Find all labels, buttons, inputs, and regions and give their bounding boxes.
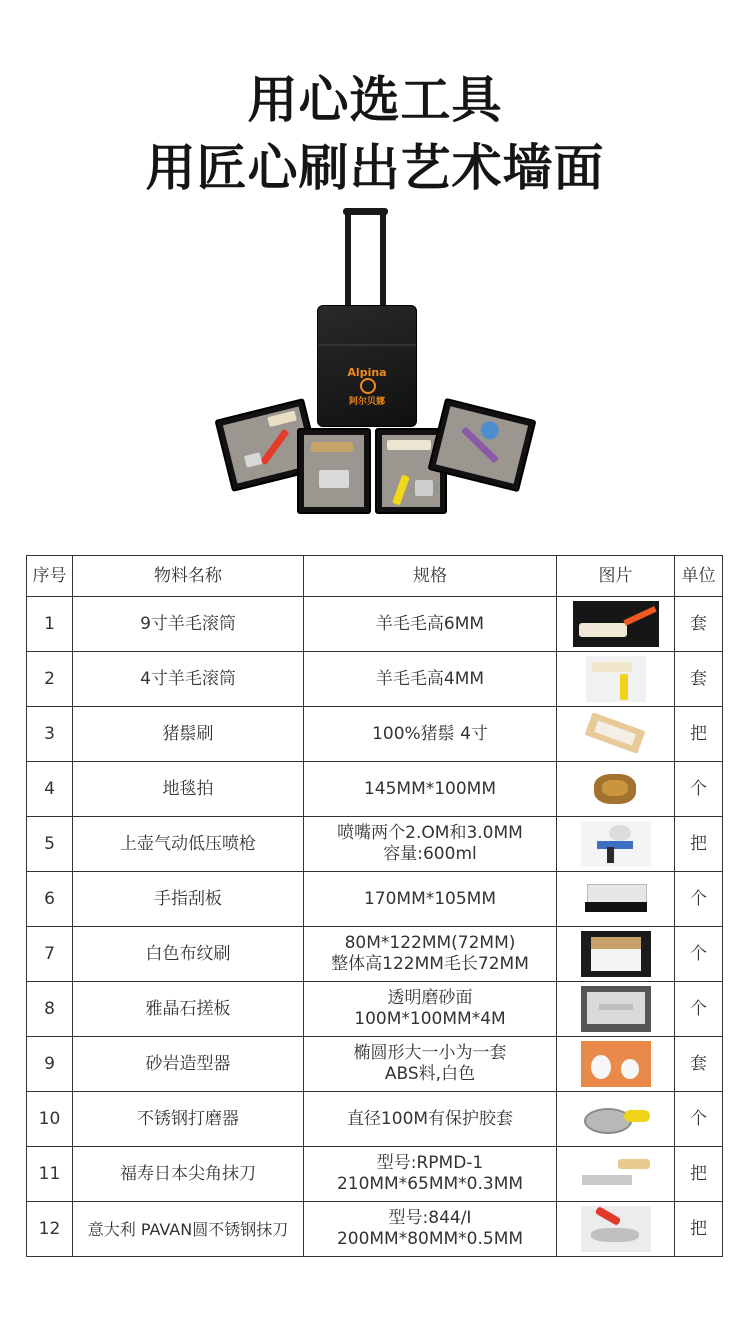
table-row — [27, 982, 723, 1037]
row-spec — [304, 652, 557, 707]
table-row — [27, 1147, 723, 1202]
row-spec — [304, 1202, 557, 1257]
table-row — [27, 872, 723, 927]
row-name: 猪鬃刷 — [73, 707, 304, 762]
row-spec — [304, 597, 557, 652]
row-image-cell — [557, 927, 675, 982]
table-row — [27, 707, 723, 762]
row-unit: 个 — [675, 927, 723, 982]
sandstone-shaper-image — [581, 1041, 651, 1087]
case-handle-left — [345, 210, 351, 310]
row-name: 9寸羊毛滚筒 — [73, 597, 304, 652]
tray-2 — [297, 428, 371, 514]
row-index: 11 — [27, 1147, 73, 1202]
row-spec-line1: 椭圆形大一小为一套 — [353, 1043, 507, 1063]
row-spec-line1: 170MM*105MM — [363, 888, 497, 909]
row-unit: 套 — [675, 1037, 723, 1092]
row-unit: 把 — [675, 817, 723, 872]
row-spec — [304, 707, 557, 762]
row-spec-line1: 透明磨砂面 — [387, 988, 473, 1008]
row-spec — [304, 1092, 557, 1147]
row-image-cell — [557, 982, 675, 1037]
row-name: 上壶气动低压喷枪 — [73, 817, 304, 872]
spray-gun-image — [581, 821, 651, 867]
tool-case-image — [210, 200, 540, 525]
header-unit: 单位 — [675, 556, 723, 597]
table-row — [27, 1037, 723, 1092]
frosted-board-image — [581, 986, 651, 1032]
row-index: 5 — [27, 817, 73, 872]
row-unit: 把 — [675, 1202, 723, 1257]
table-header-row — [27, 556, 723, 597]
row-name: 4寸羊毛滚筒 — [73, 652, 304, 707]
row-index: 1 — [27, 597, 73, 652]
table-row — [27, 597, 723, 652]
row-unit: 个 — [675, 1092, 723, 1147]
roller-4in-image — [586, 656, 646, 702]
header-spec: 规格 — [304, 556, 557, 597]
row-index: 12 — [27, 1202, 73, 1257]
row-spec-line2: 容量:600ml — [383, 844, 477, 864]
row-spec-line1: 型号:RPMD-1 — [376, 1153, 484, 1173]
row-unit: 把 — [675, 1147, 723, 1202]
row-unit: 个 — [675, 762, 723, 817]
row-spec-line1: 145MM*100MM — [363, 778, 497, 799]
row-index: 7 — [27, 927, 73, 982]
row-spec — [304, 982, 557, 1037]
table-row — [27, 762, 723, 817]
row-image-cell — [557, 707, 675, 762]
headline-line-2: 用匠心刷出艺术墙面 — [145, 139, 605, 197]
row-image-cell — [557, 762, 675, 817]
row-name: 不锈钢打磨器 — [73, 1092, 304, 1147]
row-image-cell — [557, 872, 675, 927]
table-row — [27, 652, 723, 707]
row-name: 地毯拍 — [73, 762, 304, 817]
case-handle-right — [380, 210, 386, 310]
row-name: 砂岩造型器 — [73, 1037, 304, 1092]
row-spec-line2: 整体高122MM毛长72MM — [331, 954, 529, 974]
bristle-brush-image — [581, 711, 651, 757]
row-spec — [304, 817, 557, 872]
row-index: 4 — [27, 762, 73, 817]
row-index: 9 — [27, 1037, 73, 1092]
polisher-image — [578, 1096, 654, 1142]
row-spec — [304, 1147, 557, 1202]
row-image-cell — [557, 1037, 675, 1092]
row-index: 6 — [27, 872, 73, 927]
row-index: 2 — [27, 652, 73, 707]
row-spec-line1: 羊毛毛高4MM — [375, 668, 485, 689]
row-spec-line1: 羊毛毛高6MM — [375, 613, 485, 634]
row-spec-line1: 80M*122MM(72MM) — [344, 933, 516, 953]
brand-text: Alpina — [347, 366, 387, 379]
header-image: 图片 — [557, 556, 675, 597]
header-name: 物料名称 — [73, 556, 304, 597]
brand-subtext: 阿尔贝娜 — [348, 397, 385, 407]
headline-line-1: 用心选工具 — [247, 71, 503, 129]
table-row — [27, 927, 723, 982]
row-unit: 套 — [675, 597, 723, 652]
materials-table — [26, 555, 723, 1257]
row-spec-line1: 100%猪鬃 4寸 — [372, 723, 488, 744]
row-spec-line2: 200MM*80MM*0.5MM — [336, 1229, 524, 1249]
row-spec — [304, 762, 557, 817]
row-index: 8 — [27, 982, 73, 1037]
row-image-cell — [557, 652, 675, 707]
pointed-trowel-image — [578, 1151, 654, 1197]
carpet-pad-image — [586, 766, 646, 812]
row-image-cell — [557, 1147, 675, 1202]
row-image-cell — [557, 1092, 675, 1147]
row-index: 3 — [27, 707, 73, 762]
row-spec-line2: 210MM*65MM*0.3MM — [336, 1174, 524, 1194]
row-unit: 把 — [675, 707, 723, 762]
row-unit: 套 — [675, 652, 723, 707]
row-name: 福寿日本尖角抹刀 — [73, 1147, 304, 1202]
row-spec — [304, 927, 557, 982]
row-spec-line1: 直径100M有保护胶套 — [346, 1108, 514, 1129]
scraper-image — [581, 876, 651, 922]
row-image-cell — [557, 597, 675, 652]
row-spec-line1: 喷嘴两个2.OM和3.0MM — [337, 823, 523, 843]
row-index: 10 — [27, 1092, 73, 1147]
white-brush-image — [581, 931, 651, 977]
row-unit: 个 — [675, 872, 723, 927]
row-image-cell — [557, 1202, 675, 1257]
table-row — [27, 1202, 723, 1257]
round-trowel-image — [581, 1206, 651, 1252]
header-index: 序号 — [27, 556, 73, 597]
row-image-cell — [557, 817, 675, 872]
row-name: 雅晶石搓板 — [73, 982, 304, 1037]
row-spec-line2: ABS料,白色 — [384, 1064, 476, 1084]
row-spec-line1: 型号:844/I — [388, 1208, 472, 1228]
roller-9in-image — [573, 601, 659, 647]
case-body — [317, 305, 417, 427]
row-spec — [304, 872, 557, 927]
table-row — [27, 817, 723, 872]
row-name: 意大利 PAVAN圆不锈钢抹刀 — [73, 1202, 304, 1257]
row-unit: 个 — [675, 982, 723, 1037]
row-name: 白色布纹刷 — [73, 927, 304, 982]
table-row — [27, 1092, 723, 1147]
row-spec-line2: 100M*100MM*4M — [354, 1009, 506, 1029]
row-spec — [304, 1037, 557, 1092]
brand-logo-icon — [360, 378, 376, 394]
row-name: 手指刮板 — [73, 872, 304, 927]
